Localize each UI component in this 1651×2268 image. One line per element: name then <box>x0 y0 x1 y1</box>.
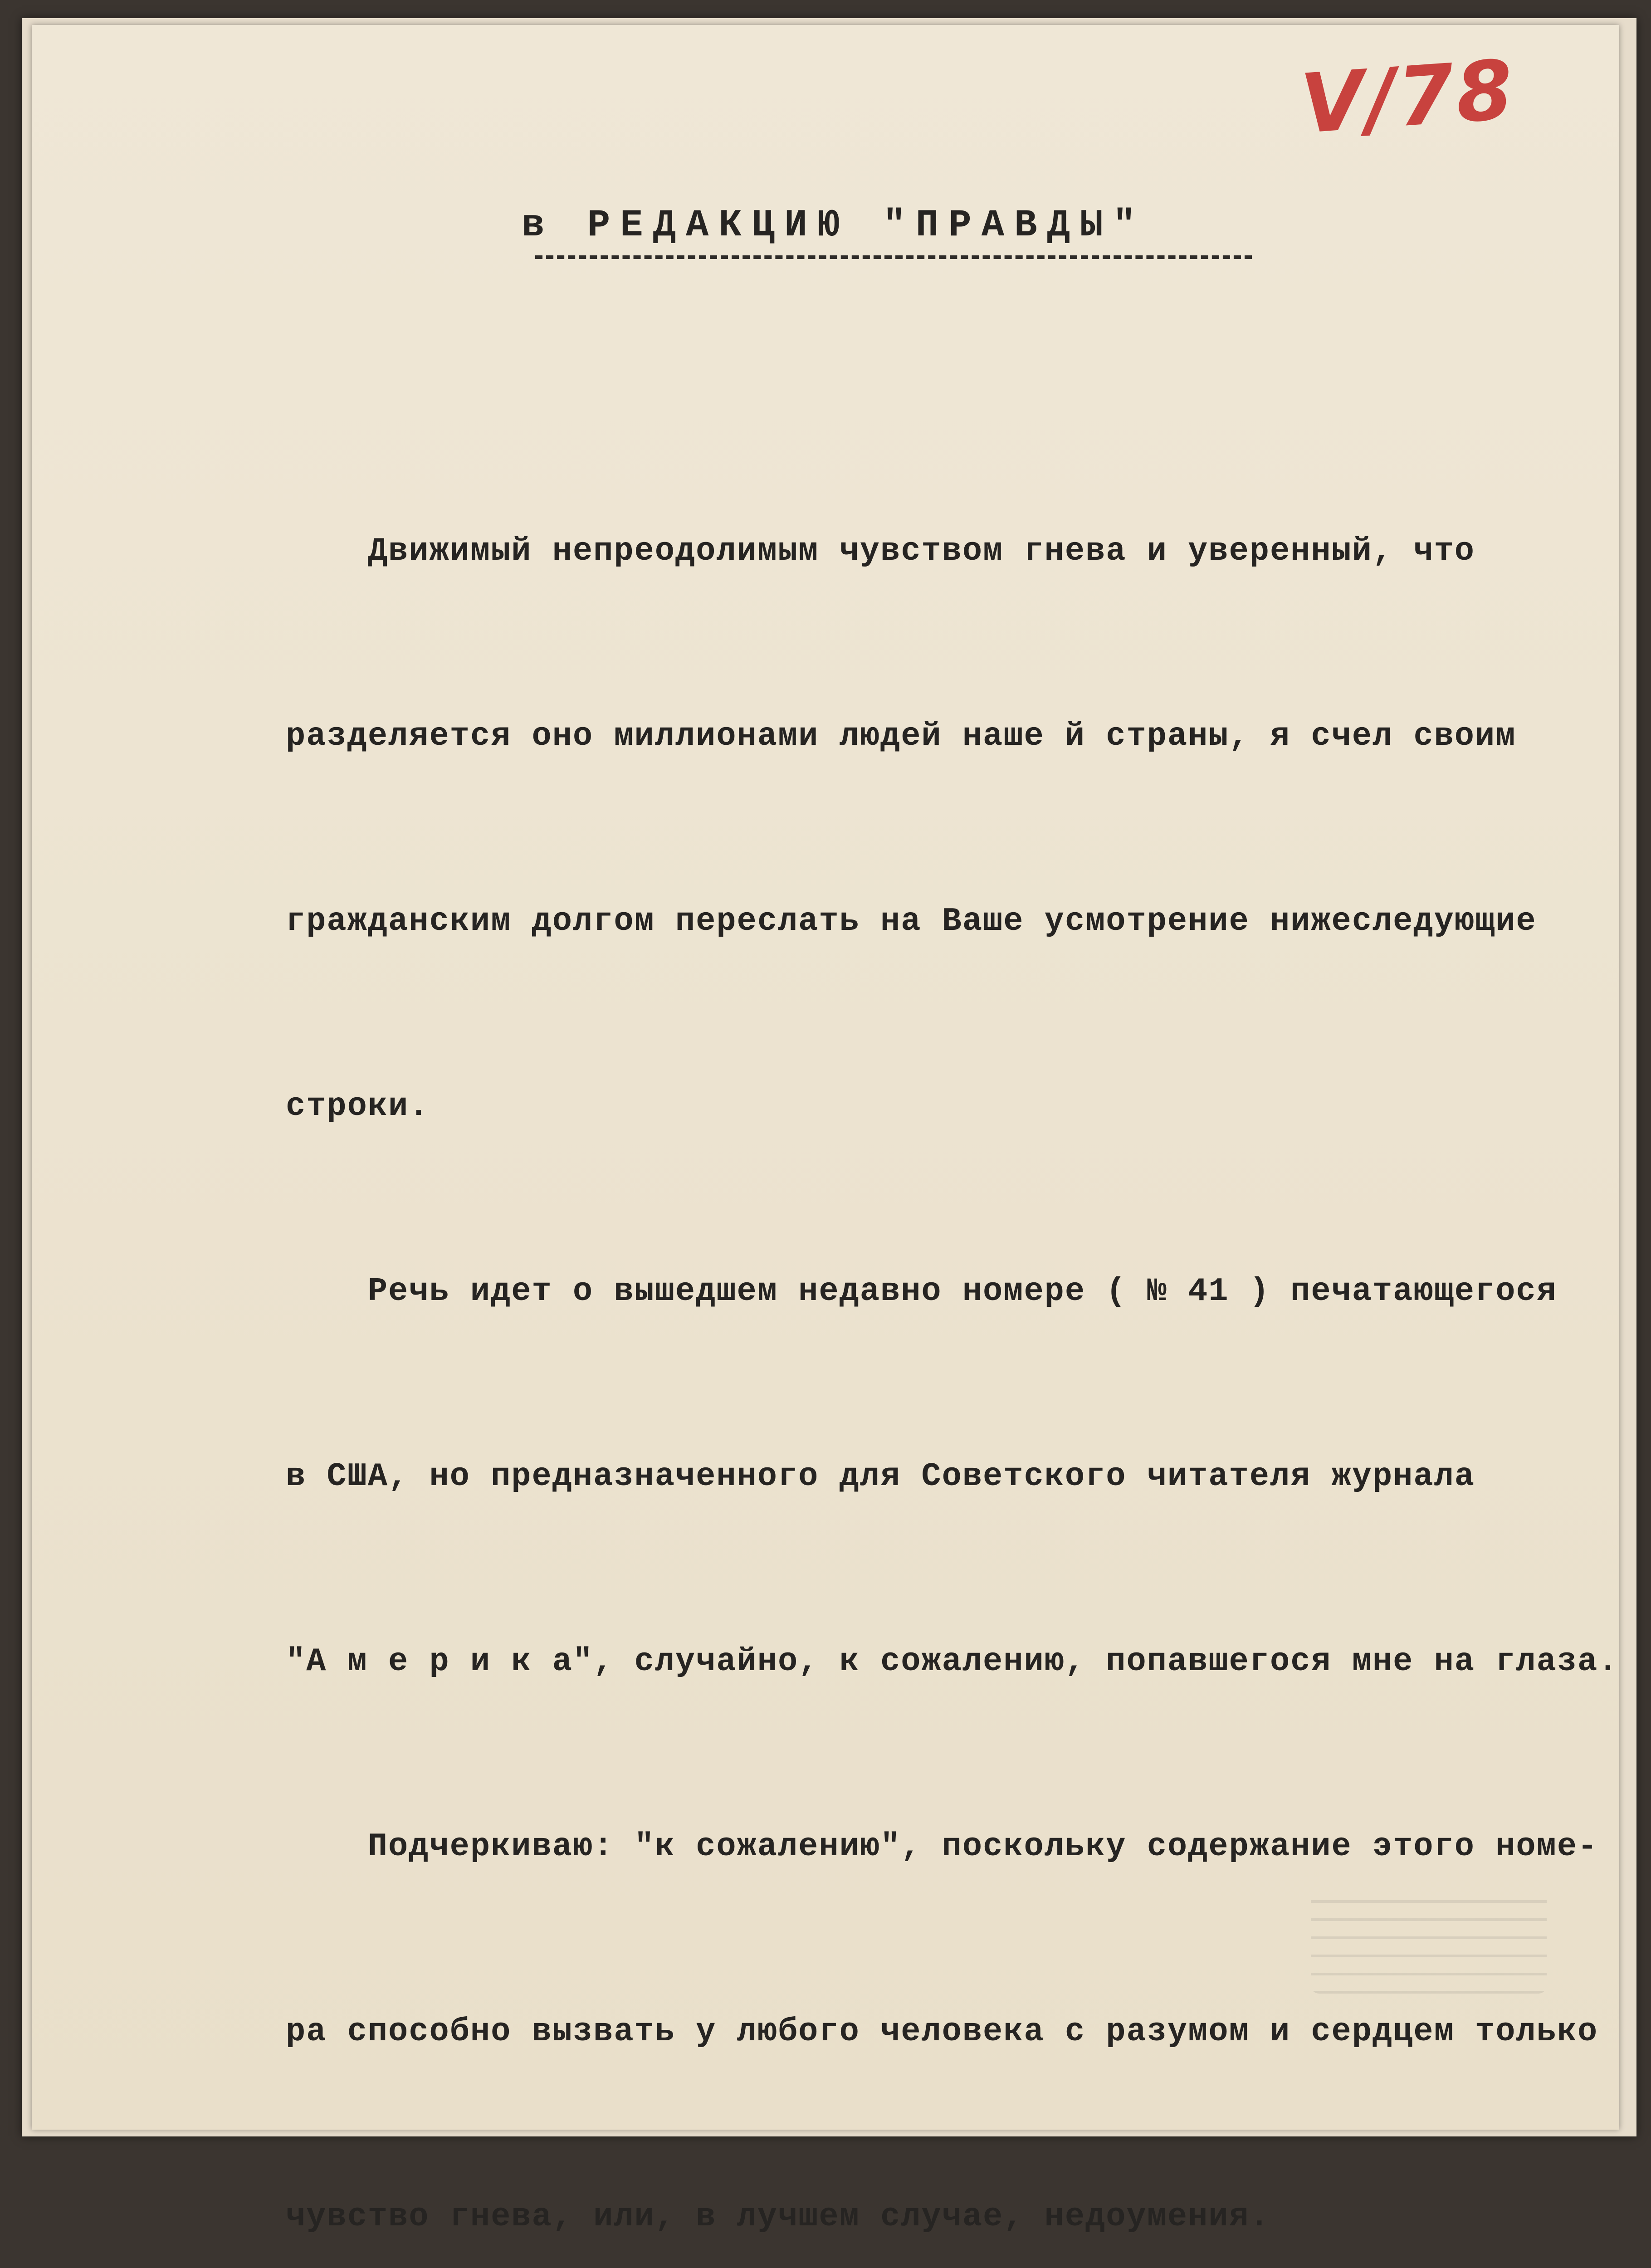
text-line: Подчеркиваю: "к сожалению", поскольку содержание этого номе- <box>286 1828 1598 1865</box>
text-line: строки. <box>286 1088 430 1125</box>
text-line: Речь идет о вышедшем недавно номере ( № 41 ) печатающегося <box>286 1273 1557 1310</box>
text-line: ра способно вызвать у любого человека с разумом и сердцем только <box>286 2013 1598 2050</box>
document-page <box>32 25 1619 2235</box>
text-line: гражданским долгом переслать на Ваше усмотрение нижеследующие <box>286 903 1537 940</box>
text-line: "А м е р и к а", случайно, к сожалению, попавшегося мне на глаза. <box>286 1643 1619 1680</box>
faded-stamp <box>1311 1885 1547 1994</box>
text-line: чувство гнева, или, в лучшем случае, недоумения. <box>286 2198 1270 2235</box>
archive-mark: V/78 <box>1298 42 1518 152</box>
title-underline <box>535 255 1252 259</box>
text-line: разделяется оно миллионами людей наше й страны, я счел своим <box>286 718 1516 755</box>
text-line: в США, но предназначенного для Советского читателя журнала <box>286 1458 1475 1495</box>
page-title: в РЕДАКЦИЮ "ПРАВДЫ" <box>522 204 1146 247</box>
text-line: Движимый непреодолимым чувством гнева и уверенный, что <box>286 533 1475 570</box>
